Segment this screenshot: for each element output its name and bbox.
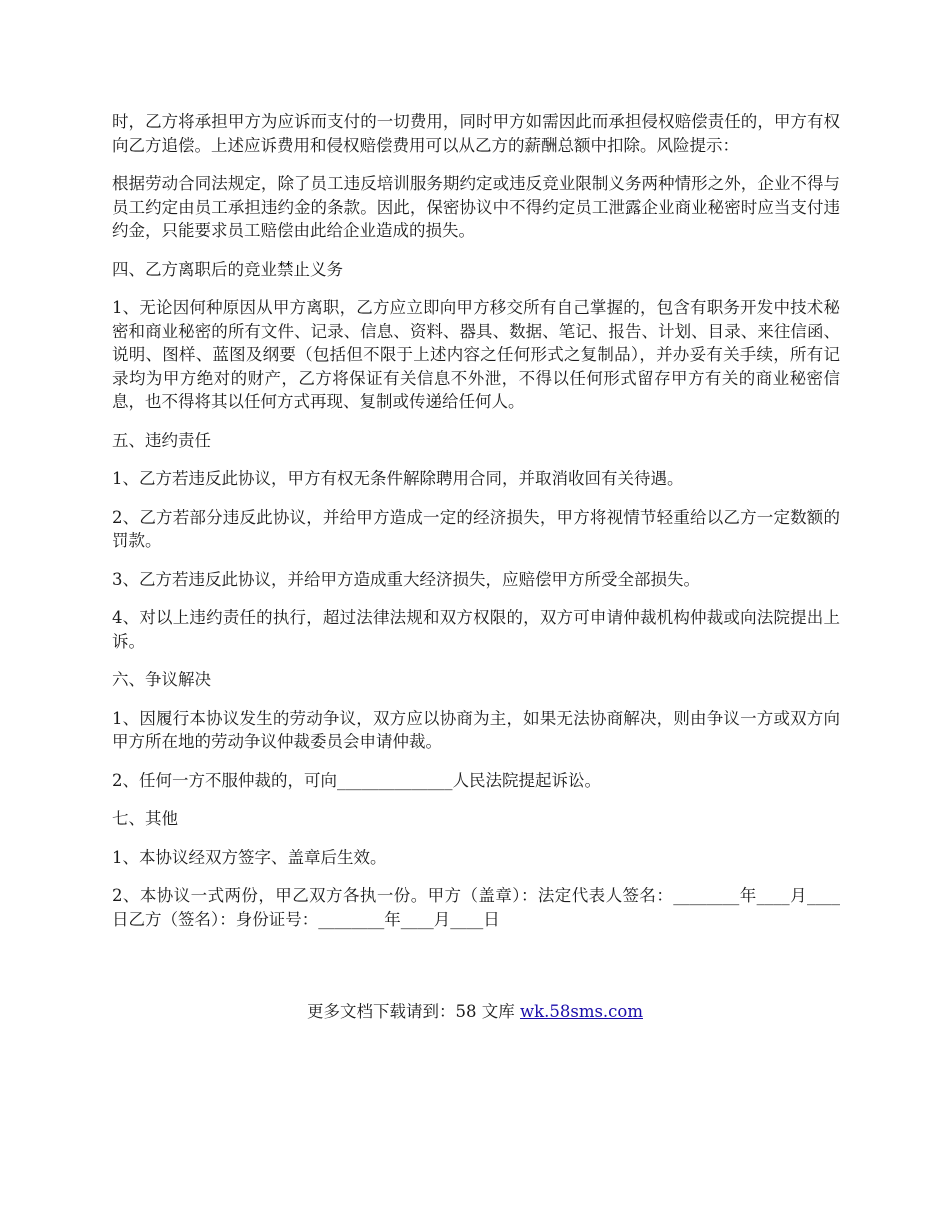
paragraph-breach-1: 1、乙方若违反此协议，甲方有权无条件解除聘用合同，并取消收回有关待遇。 — [112, 469, 684, 488]
paragraph-breach-4: 4、对以上违约责任的执行，超过法律法规和双方权限的，双方可申请仲裁机构仲裁或向法院提出上诉。 — [112, 608, 840, 651]
paragraph-dispute-1: 1、因履行本协议发生的劳动争议，双方应以协商为主，如果无法协商解决，则由争议一方或双方向甲方所在地的劳动争议仲裁委员会申请仲裁。 — [112, 708, 840, 751]
paragraph-breach-3: 3、乙方若违反此协议，并给甲方造成重大经济损失，应赔偿甲方所受全部损失。 — [112, 569, 700, 589]
section-heading-non-compete: 四、乙方离职后的竞业禁止义务 — [112, 259, 343, 279]
paragraph-other-1: 1、本协议经双方签字、盖章后生效。 — [112, 847, 387, 867]
footer-text: 更多文档下载请到：58 文库 — [306, 1002, 520, 1021]
paragraph-non-compete-1: 1、无论因何种原因从甲方离职，乙方应立即向甲方移交所有自己掌握的，包含有职务开发中技术秘密和商业秘密的所有文件、记录、信息、资料、器具、数据、笔记、报告、计划、目录、来往信函、说明、图样、蓝图及纲要（包括但不限于上述内容之任何形式之复制品），并办妥有关手续，所有记录均为甲方绝对的财产，乙方将保证有关信息不外泄，不得以任何形式留存甲方有关的商业秘密信息，也不得将其以任何方式再现、复制或传递给任何人。 — [112, 298, 840, 411]
paragraph-other-2-signatures: 2、本协议一式两份，甲乙双方各执一份。甲方（盖章）：法定代表人签名：________年____月____日乙方（签名）：身份证号：________年____月____日 — [112, 886, 840, 929]
paragraph-liability-continued: 时，乙方将承担甲方为应诉而支付的一切费用，同时甲方如需因此而承担侵权赔偿责任的，甲方有权向乙方追偿。上述应诉费用和侵权赔偿费用可以从乙方的薪酬总额中扣除。风险提示： — [112, 112, 840, 155]
paragraph-risk-note: 根据劳动合同法规定，除了员工违反培训服务期约定或违反竞业限制义务两种情形之外，企业不得与员工约定由员工承担违约金的条款。因此，保密协议中不得约定员工泄露企业商业秘密时应当支付违约金，只能要求员工赔偿由此给企业造成的损失。 — [112, 174, 840, 240]
footer-link[interactable]: wk.58sms.com — [519, 1002, 643, 1021]
document-body — [112, 110, 840, 946]
section-heading-dispute: 六、争议解决 — [112, 670, 211, 689]
section-heading-breach: 五、违约责任 — [112, 430, 211, 450]
paragraph-dispute-2: 2、任何一方不服仲裁的，可向______________人民法院提起诉讼。 — [112, 770, 601, 790]
download-footer — [0, 1000, 950, 1024]
section-heading-other: 七、其他 — [112, 809, 178, 828]
paragraph-breach-2: 2、乙方若部分违反此协议，并给甲方造成一定的经济损失，甲方将视情节轻重给以乙方一定数额的罚款。 — [112, 507, 840, 550]
